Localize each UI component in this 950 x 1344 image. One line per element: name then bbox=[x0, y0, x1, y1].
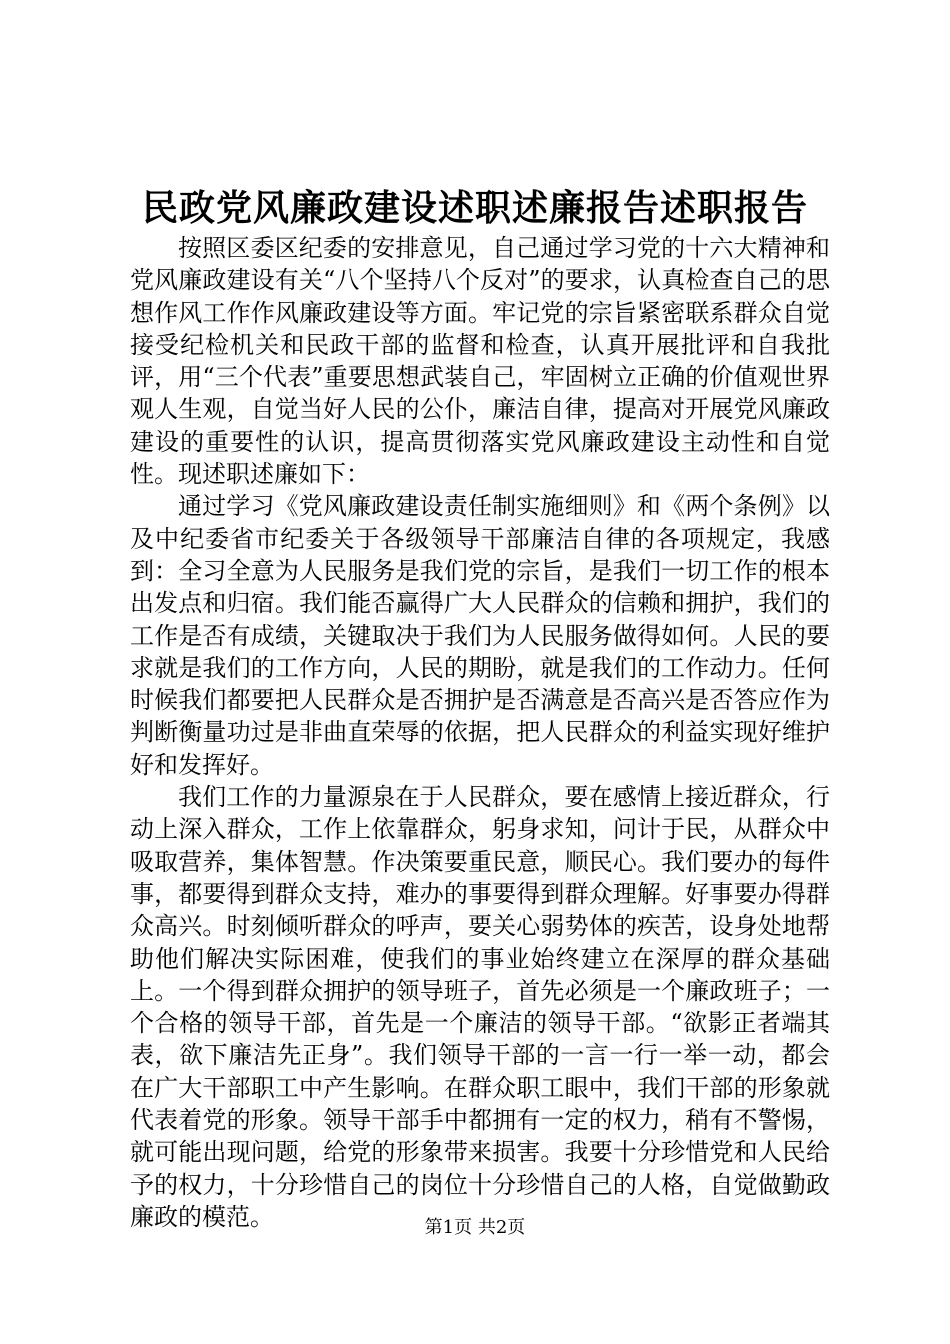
paragraph-2: 通过学习《党风廉政建设责任制实施细则》和《两个条例》以及中纪委省市纪委关于各级领导干部廉洁自律的各项规定，我感到：全习全意为人民服务是我们党的宗旨，是我们一切工作的根本出发点和归宿。我们能否赢得广大人民群众的信赖和拥护，我们的工作是否有成绩，关键取决于我们为人民服务做得如何。人民的要求就是我们的工作方向，人民的期盼，就是我们的工作动力。任何时候我们都要把人民群众是否拥护是否满意是否高兴是否答应作为判断衡量功过是非曲直荣辱的依据，把人民群众的利益实现好维护好和发挥好。 bbox=[130, 492, 830, 779]
document-title: 民政党风廉政建设述职述廉报告述职报告 bbox=[141, 187, 808, 229]
paragraph-3: 我们工作的力量源泉在于人民群众，要在感情上接近群众，行动上深入群众，工作上依靠群众，躬身求知，问计于民，从群众中吸取营养，集体智慧。作决策要重民意，顺民心。我们要办的每件事，都要得到群众支持，难办的事要得到群众理解。好事要办得群众高兴。时刻倾听群众的呼声，要关心弱势体的疾苦，设身处地帮助他们解决实际困难，使我们的事业始终建立在深厚的群众基础上。一个得到群众拥护的领导班子，首先必须是一个廉政班子；一个合格的领导干部，首先是一个廉洁的领导干部。“欲影正者端其表，欲下廉洁先正身”。我们领导干部的一言一行一举一动，都会在广大干部职工中产生影响。在群众职工眼中，我们干部的形象就代表着党的形象。领导干部手中都拥有一定的权力，稍有不警惕，就可能出现问题，给党的形象带来损害。我要十分珍惜党和人民给予的权力，十分珍惜自己的岗位十分珍惜自己的人格，自觉做勤政廉政的模范。 bbox=[130, 783, 830, 1231]
document-body bbox=[130, 232, 830, 1233]
page-footer: 第1页 共2页 bbox=[424, 1217, 526, 1238]
paragraph-1: 按照区委区纪委的安排意见，自己通过学习党的十六大精神和党风廉政建设有关“八个坚持八个反对”的要求，认真检查自己的思想作风工作作风廉政建设等方面。牢记党的宗旨紧密联系群众自觉接受纪检机关和民政干部的监督和检查，认真开展批评和自我批评，用“三个代表”重要思想武装自己，牢固树立正确的价值观世界观人生观，自觉当好人民的公仆，廉洁自律，提高对开展党风廉政建设的重要性的认识，提高贯彻落实党风廉政建设主动性和自觉性。现述职述廉如下： bbox=[130, 234, 830, 489]
